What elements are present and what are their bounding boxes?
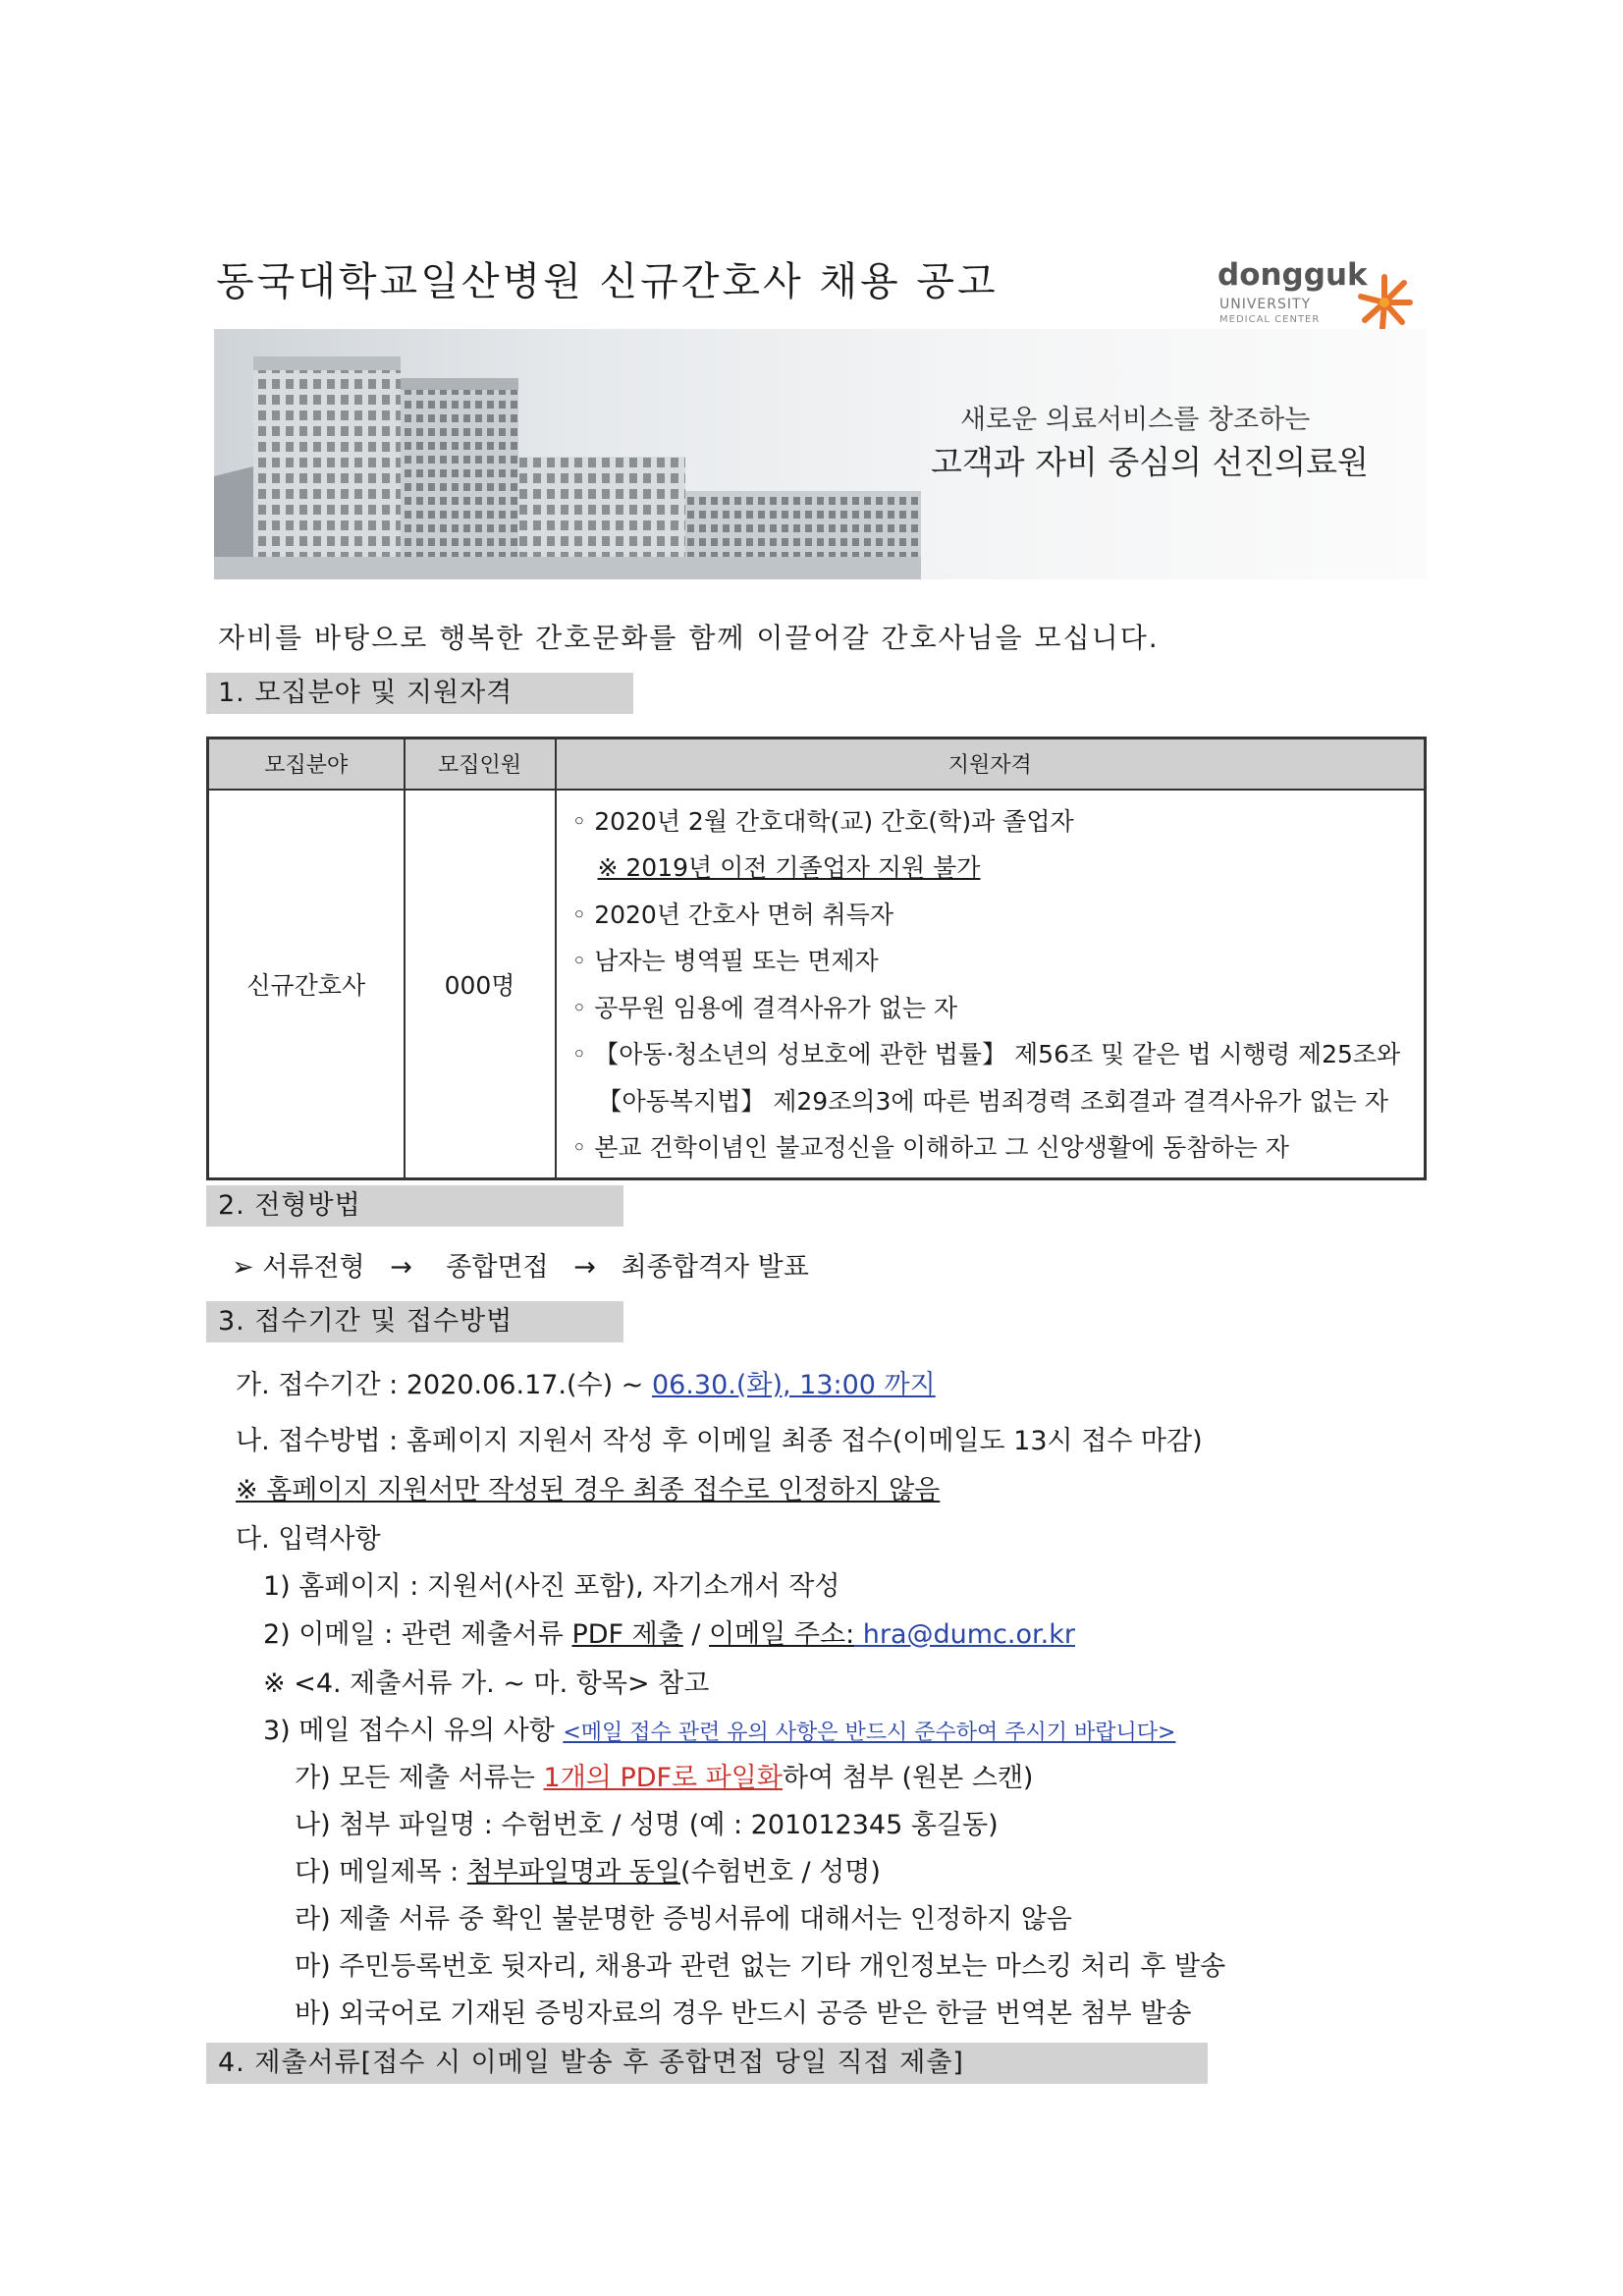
mail-notice-prefix: 3) 메일 접수시 유의 사항: [263, 1716, 564, 1746]
table-header-count: 모집인원: [405, 738, 556, 790]
mail-rule-d: 라) 제출 서류 중 확인 불분명한 증빙서류에 대해서는 인정하지 않음: [295, 1904, 1072, 1935]
hospital-banner: [214, 329, 1427, 579]
qualification-item: ◦ 【아동·청소년의 성보호에 관한 법률】 제56조 및 같은 법 시행령 제25조와: [571, 1040, 1401, 1068]
table-cell-qualifications: [556, 790, 1426, 1179]
logo-text-dongguk: dongguk: [1217, 257, 1368, 293]
pdf-submit-text: PDF 제출: [571, 1619, 683, 1650]
qualification-item: ◦ 본교 건학이념인 불교정신을 이해하고 그 신앙생활에 동참하는 자: [571, 1133, 1289, 1162]
application-method: 나. 접수방법 : 홈페이지 지원서 작성 후 이메일 최종 접수(이메일도 13시 접수 마감): [236, 1426, 1203, 1456]
intro-text: 자비를 바탕으로 행복한 간호문화를 함께 이끌어갈 간호사님을 모십니다.: [218, 622, 1160, 654]
table-header-row: [208, 738, 1426, 790]
sunburst-icon: [1353, 271, 1416, 334]
logo-text-university: UNIVERSITY: [1219, 297, 1312, 312]
rule-a-suffix: 하여 첨부 (원본 스캔): [782, 1763, 1034, 1793]
mail-rule-c: [295, 1850, 881, 1888]
qualification-notice: ※ 2019년 이전 기졸업자 지원 불가: [597, 853, 981, 882]
rule-a-highlight: 1개의 PDF로 파일화: [543, 1763, 783, 1793]
mail-notice-highlight: <메일 접수 관련 유의 사항은 반드시 준수하여 주시기 바랍니다>: [563, 1721, 1176, 1745]
period-label: 가. 접수기간 : 2020.06.17.(수) ~: [236, 1370, 652, 1400]
page-title: 동국대학교일산병원 신규간호사 채용 공고: [216, 259, 999, 304]
input-heading: 다. 입력사항: [236, 1524, 381, 1555]
email-item-prefix: 2) 이메일 : 관련 제출서류: [263, 1619, 572, 1650]
qualification-table: [206, 737, 1427, 1180]
qualification-item: ◦ 남자는 병역필 또는 면제자: [571, 947, 879, 975]
qualification-item: ◦ 2020년 간호사 면허 취득자: [571, 900, 894, 929]
dongguk-logo: [1217, 257, 1414, 336]
banner-slogan-line2: 고객과 자비 중심의 선진의료원: [931, 443, 1369, 481]
section-3-heading: 3. 접수기간 및 접수방법: [206, 1301, 623, 1342]
section-1-heading: 1. 모집분야 및 지원자격: [206, 673, 633, 714]
rule-c-suffix: (수험번호 / 성명): [680, 1857, 881, 1887]
mail-rule-e: 마) 주민등록번호 뒷자리, 채용과 관련 없는 기타 개인정보는 마스킹 처리 후 발송: [295, 1951, 1226, 1982]
input-item-homepage: 1) 홈페이지 : 지원서(사진 포함), 자기소개서 작성: [263, 1571, 840, 1602]
table-row: [208, 790, 1426, 1179]
email-address-label: 이메일 주소:: [709, 1619, 855, 1650]
banner-slogan-line1: 새로운 의료서비스를 창조하는: [960, 405, 1311, 435]
application-period: [236, 1363, 936, 1401]
table-header-field: 모집분야: [208, 738, 405, 790]
section-2-heading: 2. 전형방법: [206, 1185, 623, 1227]
mail-rule-b: 나) 첨부 파일명 : 수험번호 / 성명 (예 : 201012345 홍길동): [295, 1810, 999, 1840]
email-item-separator: /: [682, 1619, 710, 1650]
rule-a-prefix: 가) 모든 제출 서류는: [295, 1763, 544, 1793]
mail-rule-f: 바) 외국어로 기재된 증빙자료의 경우 반드시 공증 받은 한글 번역본 첨부 발송: [295, 1998, 1192, 2029]
qualification-item: ◦ 2020년 2월 간호대학(교) 간호(학)과 졸업자: [571, 806, 1074, 836]
qualification-item: ◦ 공무원 임용에 결격사유가 없는 자: [571, 993, 958, 1022]
email-address-link[interactable]: hra@dumc.or.kr: [854, 1619, 1075, 1650]
hospital-building-image: [214, 329, 921, 579]
input-item-email: [263, 1613, 1075, 1651]
homepage-only-notice: ※ 홈페이지 지원서만 작성된 경우 최종 접수로 인정하지 않음: [236, 1475, 941, 1505]
period-deadline: 06.30.(화), 13:00 까지: [651, 1370, 936, 1400]
email-reference-note: ※ <4. 제출서류 가. ~ 마. 항목> 참고: [263, 1668, 710, 1699]
section-4-heading: 4. 제출서류[접수 시 이메일 발송 후 종합면접 당일 직접 제출]: [206, 2043, 1208, 2084]
selection-steps: ➢ 서류전형 → 종합면접 → 최종합격자 발표: [232, 1252, 809, 1283]
mail-rule-a: [295, 1756, 1033, 1794]
table-cell-count: 000명: [405, 790, 556, 1179]
input-item-mail-notice: [263, 1709, 1176, 1747]
table-header-qualifications: 지원자격: [556, 738, 1426, 790]
rule-c-prefix: 다) 메일제목 :: [295, 1857, 467, 1887]
table-cell-field: 신규간호사: [208, 790, 405, 1179]
logo-text-medical-center: MEDICAL CENTER: [1219, 314, 1321, 325]
qualification-item: 【아동복지법】 제29조의3에 따른 범죄경력 조회결과 결격사유가 없는 자: [597, 1086, 1388, 1116]
rule-c-highlight: 첨부파일명과 동일: [466, 1857, 681, 1887]
